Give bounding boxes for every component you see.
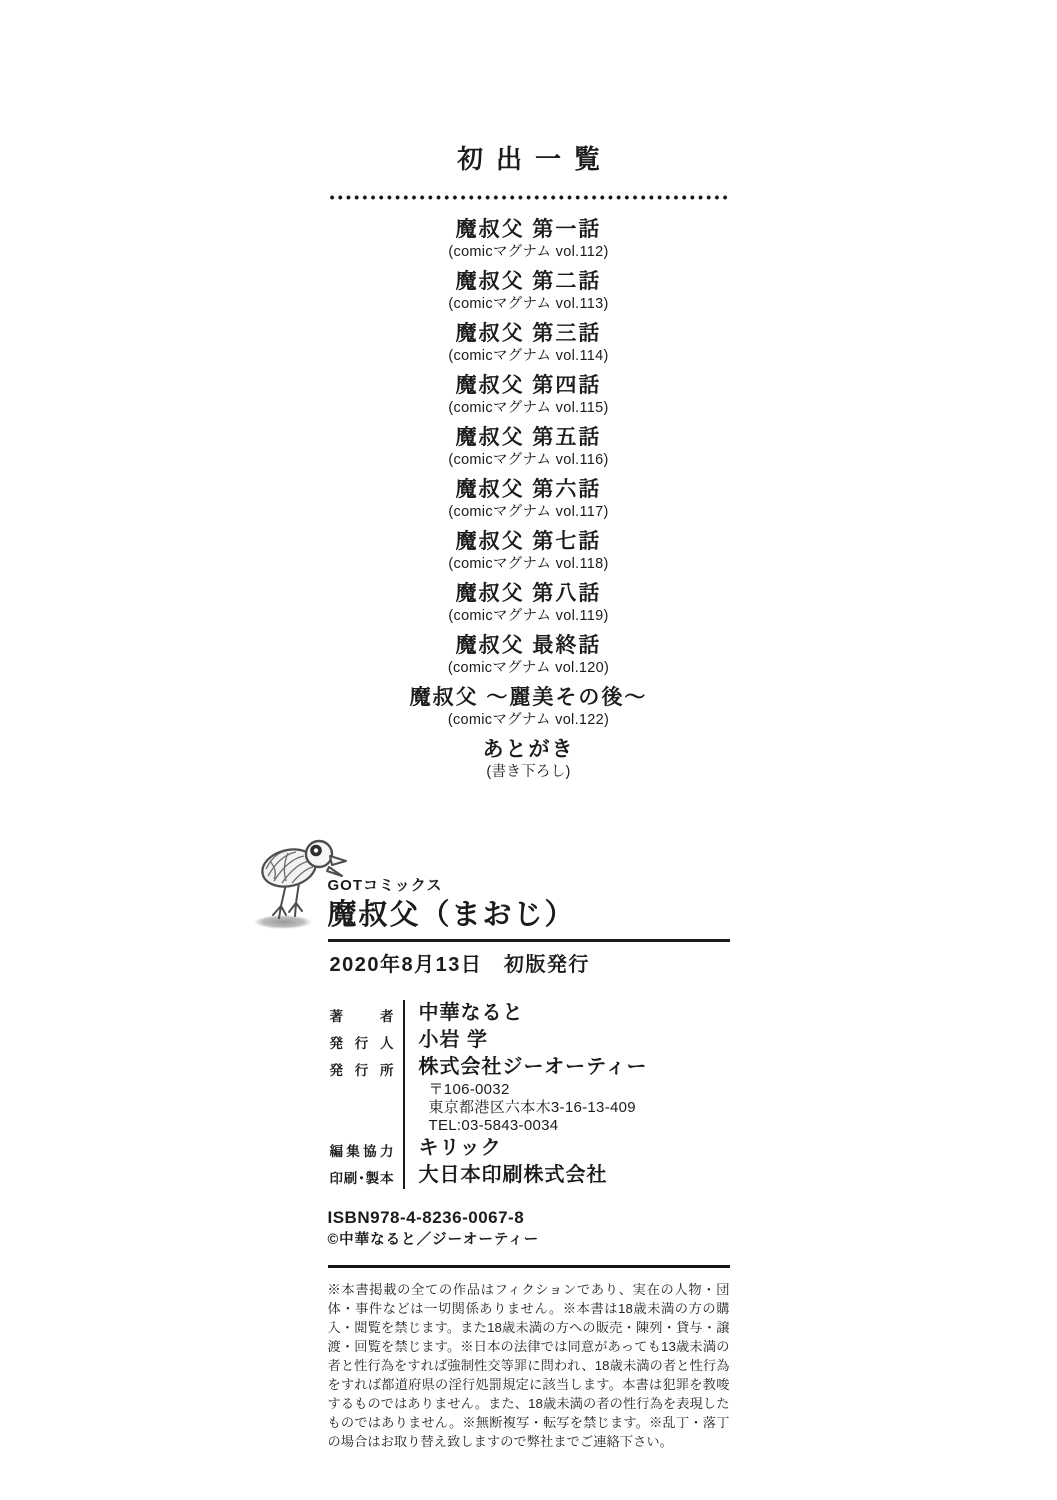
sketch-bird-logo-icon: [252, 831, 349, 931]
list-item: [328, 477, 730, 521]
divider-rule: [328, 1265, 730, 1268]
entry-source: (comicマグナム vol.118): [448, 556, 609, 572]
credit-label: [328, 1117, 404, 1135]
entry-source: (comicマグナム vol.119): [448, 608, 609, 624]
entry-source: (comicマグナム vol.116): [448, 452, 609, 468]
table-row: [328, 1000, 648, 1027]
page-title: 初出一覧: [456, 144, 613, 174]
entry-title: 魔叔父 第三話: [455, 322, 602, 345]
entry-source: (書き下ろし): [486, 764, 571, 780]
list-item: [328, 581, 730, 625]
copyright-line: ©中華なると／ジーオーティー: [327, 1232, 540, 1248]
publication-entries-list: [328, 217, 730, 781]
credit-value: キリック: [418, 1137, 502, 1159]
content-column: [328, 0, 730, 1451]
list-item: [328, 269, 730, 313]
credit-label: [328, 1081, 404, 1099]
entry-source: (comicマグナム vol.120): [447, 660, 610, 676]
first-publication-section: [328, 142, 730, 781]
table-row: [328, 1135, 648, 1162]
credit-label: 著者: [328, 1000, 404, 1027]
credits-table: [328, 1000, 648, 1189]
credit-label: 印刷･製本: [328, 1162, 404, 1189]
list-item: [328, 321, 730, 365]
entry-title: 魔叔父 第四話: [455, 374, 602, 397]
isbn-number: ISBN978-4-8236-0067-8: [327, 1208, 525, 1227]
list-item: [328, 373, 730, 417]
disclaimer-text: ※本書掲載の全ての作品はフィクションであり、実在の人物・団体・事件などは一切関係ありません。※本書は18歳未満の方の購入・閲覧を禁じます。また18歳未満の方への販売・陳列・貸与・譲渡・回覧を禁じます。※日本の法律では同意があっても13歳未満の者と性行為をすれば強制性交等罪に問われ、18歳未満の者と性行為をすれば都道府県の淫行処罰規定に該当します。本書は犯罪を教唆するものではありません。また、18歳未満の者の性行為を表現したものではありません。※無断複写・転写を禁じます。※乱丁・落丁の場合はお取り替え致しますので弊社までご連絡下さい。: [327, 1282, 730, 1449]
entry-source: (comicマグナム vol.117): [448, 504, 609, 520]
entry-title: 魔叔父 第七話: [455, 530, 602, 553]
list-item: [328, 529, 730, 573]
credit-value: 〒106-0032: [428, 1081, 510, 1098]
credit-value: 中華なると: [418, 1002, 524, 1024]
book-title: 魔叔父（まおじ）: [328, 897, 730, 942]
entry-source: (comicマグナム vol.112): [448, 244, 609, 260]
entry-title: 魔叔父 第六話: [455, 478, 602, 501]
colophon-section: [328, 877, 730, 1451]
list-item: [328, 737, 730, 781]
entry-source: (comicマグナム vol.114): [448, 348, 609, 364]
credit-value: 株式会社ジーオーティー: [418, 1056, 648, 1078]
entry-title: 魔叔父 第五話: [455, 426, 602, 449]
list-item: [328, 425, 730, 469]
dotted-divider: [328, 195, 730, 200]
credit-value: TEL:03-5843-0034: [428, 1117, 559, 1134]
credit-label: 発行人: [328, 1027, 404, 1054]
credit-value: 小岩 学: [418, 1029, 489, 1051]
entry-title: あとがき: [482, 738, 575, 761]
entry-title: 魔叔父 最終話: [455, 634, 602, 657]
imprint-label: GOTコミックス: [327, 877, 443, 894]
credit-value: 大日本印刷株式会社: [418, 1164, 608, 1186]
entry-title: 魔叔父 ～麗美その後～: [409, 686, 648, 709]
table-row: [328, 1099, 648, 1117]
table-row: [328, 1027, 648, 1054]
list-item: [328, 217, 730, 261]
credit-label: [328, 1099, 404, 1117]
entry-source: (comicマグナム vol.122): [447, 712, 610, 728]
credit-value: 東京都港区六本木3-16-13-409: [428, 1099, 636, 1116]
table-row: [328, 1117, 648, 1135]
list-item: [328, 685, 730, 729]
entry-source: (comicマグナム vol.113): [448, 296, 609, 312]
entry-title: 魔叔父 第八話: [455, 582, 602, 605]
credit-label: 発行所: [328, 1054, 404, 1081]
entry-source: (comicマグナム vol.115): [448, 400, 609, 416]
table-row: [328, 1081, 648, 1099]
publication-date: 2020年8月13日 初版発行: [329, 954, 590, 976]
credit-label: 編集協力: [328, 1135, 404, 1162]
list-item: [328, 633, 730, 677]
table-row: [328, 1054, 648, 1081]
table-row: [328, 1162, 648, 1189]
entry-title: 魔叔父 第二話: [455, 270, 602, 293]
entry-title: 魔叔父 第一話: [455, 218, 602, 241]
